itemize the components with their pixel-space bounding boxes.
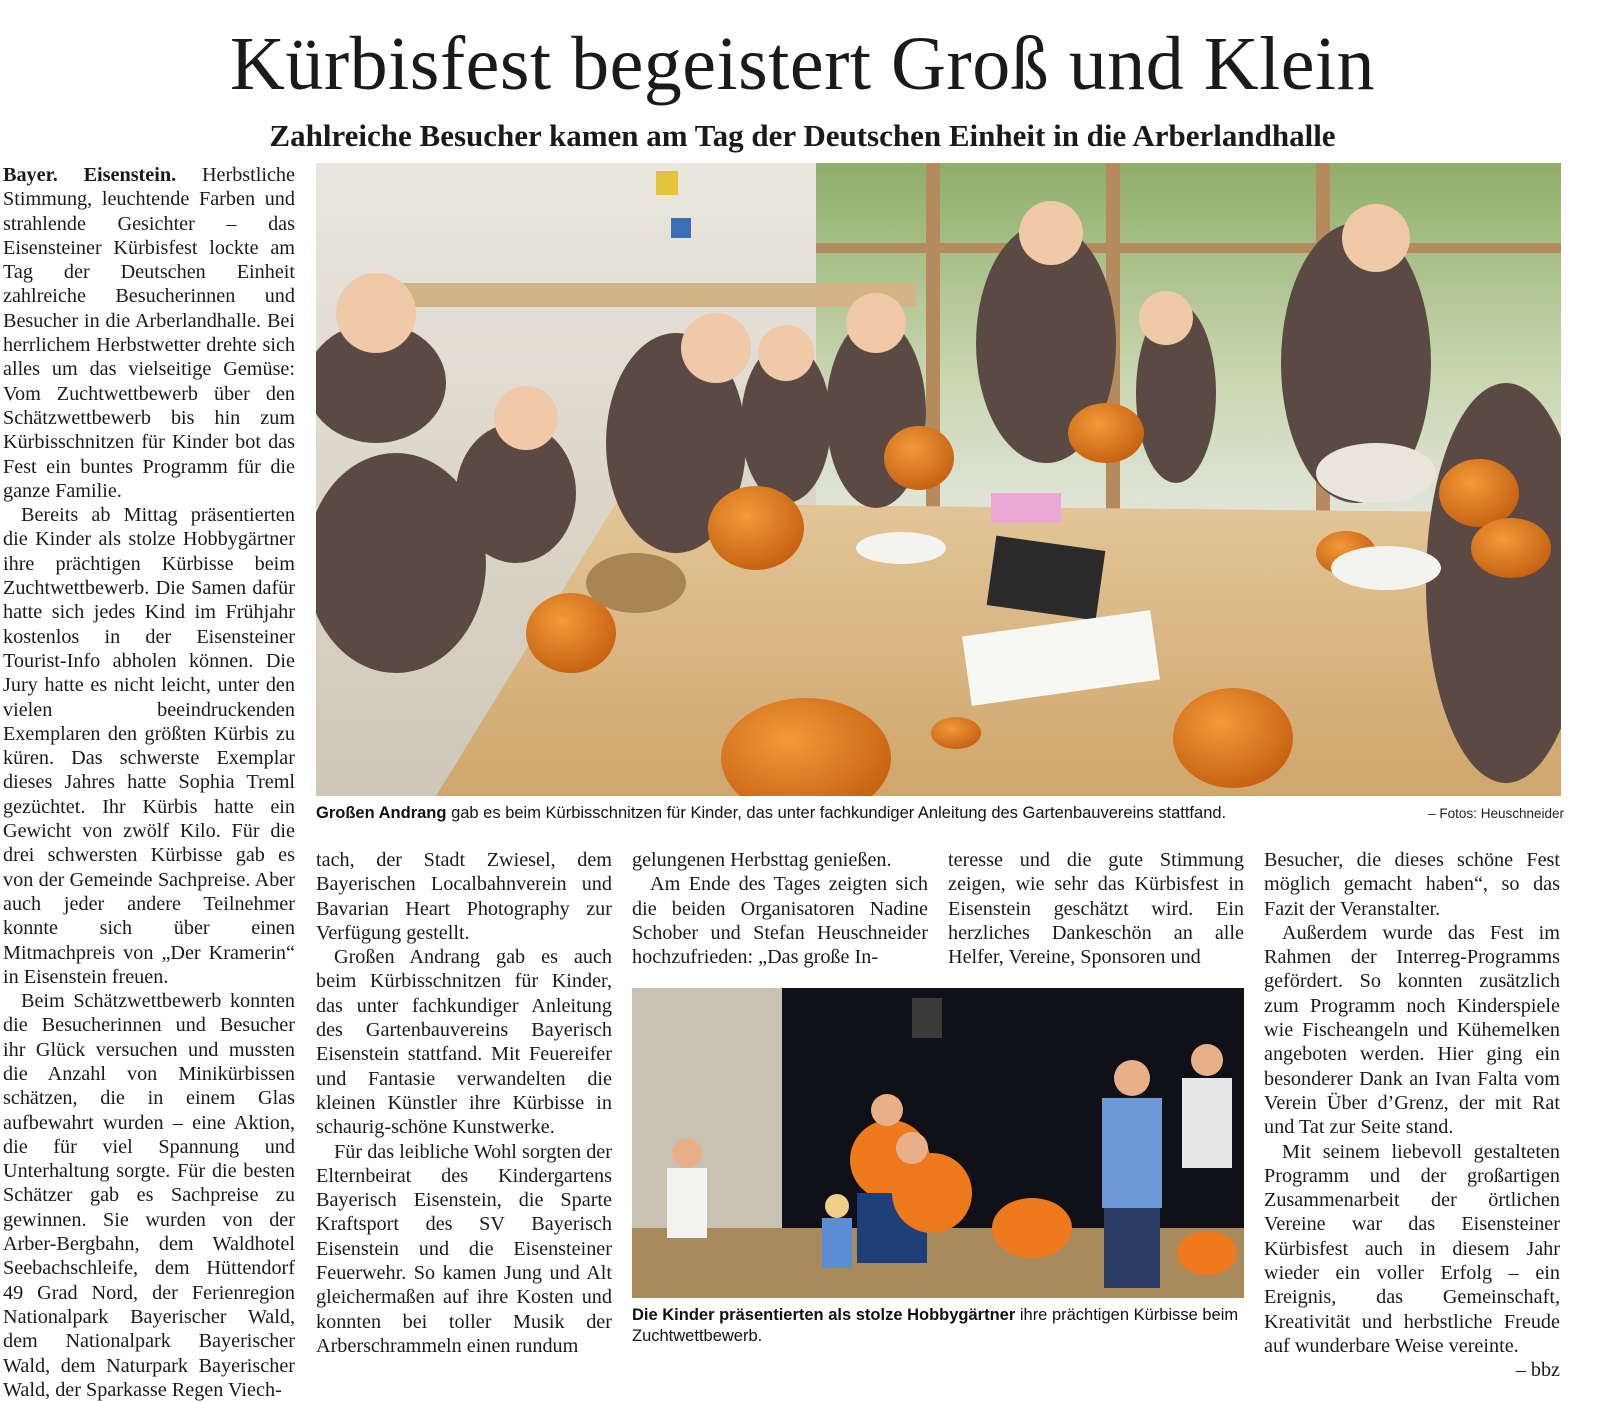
article-column-3 xyxy=(632,848,928,969)
caption-bold: Die Kinder präsentierten als stolze Hobbygärtner xyxy=(632,1306,1016,1324)
paragraph xyxy=(1264,1140,1560,1382)
paragraph: Beim Schätzwettbewerb konnten die Besucherinnen und Besucher ihr Glück versuchen und mussten die Anzahl von Minikürbissen schätzen, die in einem Glas aufbewahrt wurden – eine Aktion, die für viel Spannung und Unterhaltung sorgte. Für die besten Schätzer gab es Sachpreise zu gewinnen. Sie wurden von der Arber-Bergbahn, dem Waldhotel Seebachschleife, dem Hüttendorf 49 Grad Nord, der Ferienregion Nationalpark Bayerischer Wald, dem Nationalpark Bayerischer Wald, dem Naturpark Bayerischer Wald, der Sparkasse Regen Viech- xyxy=(3,990,295,1401)
paragraph: Außerdem wurde das Fest im Rahmen der Interreg-Programms gefördert. So konnten zusätzlich zum Programm noch Kinderspiele wie Fischeangeln und Kühemelken angeboten werden. Hier ging ein besonderer Dank an Ivan Falta vom Verein Über d’Grenz, der mit Rat und Tat zur Seite stand. xyxy=(1264,921,1560,1139)
caption-text: ihre prächtigen Kürbisse beim Zuchtwettbewerb. xyxy=(632,1306,1239,1345)
photo-pumpkin-carving-image xyxy=(316,163,1561,796)
paragraph: Für das leibliche Wohl sorgten der Elternbeirat des Kindergartens Bayerisch Eisenstein, die Sparte Kraftsport des SV Bayerisch Eisenstein und die Eisensteiner Feuerwehr. So kamen Jung und Alt gleichermaßen auf ihre Kosten und konnten bei toller Musik der Arberschrammeln einen rundum xyxy=(316,1140,612,1357)
paragraph: teresse und die gute Stimmung zeigen, wie sehr das Kürbisfest in Eisenstein geschätzt wird. Ein herzliches Dankeschön an alle Helfer, Vereine, Sponsoren und xyxy=(948,849,1244,969)
dateline: Bayer. Eisenstein. xyxy=(3,164,177,186)
paragraph: Großen Andrang gab es auch beim Kürbisschnitzen für Kinder, das unter fachkundiger Anleitung des Gartenbauvereins Bayerisch Eisenstein stattfand. Mit Feuereifer und Fantasie verwandelten die kleinen Künstler ihre Kürbisse in schaurig-schöne Kunstwerke. xyxy=(316,946,612,1139)
author-signoff: – bbz xyxy=(1515,1359,1560,1382)
headline: Kürbisfest begeistert Groß und Klein xyxy=(229,22,1376,106)
photo-credit: – Fotos: Heuschneider xyxy=(1428,806,1564,821)
caption-text: gab es beim Kürbisschnitzen für Kinder, das unter fachkundiger Anleitung des Gartenbauvereins stattfand. xyxy=(446,804,1227,822)
photo-caption-2 xyxy=(632,1305,1244,1347)
photo-stage-presentation-image xyxy=(632,988,1244,1298)
photo-pumpkin-carving xyxy=(316,163,1561,796)
paragraph: tach, der Stadt Zwiesel, dem Bayerischen Localbahnverein und Bavarian Heart Photography zur Verfügung gestellt. xyxy=(316,849,612,944)
subheadline: Zahlreiche Besucher kamen am Tag der Deutschen Einheit in die Arberlandhalle xyxy=(269,118,1336,153)
caption-bold: Großen Andrang xyxy=(316,804,447,822)
paragraph-text: Mit seinem liebevoll gestalteten Programm und der großartigen Zusammenarbeit der örtlichen Vereine war das Eisensteiner Kürbisfest auch in diesem Jahr wieder ein voller Erfolg – ein Ereignis, das Gemeinschaft, Kreativität und herbstliche Freude auf wunderbare Weise vereinte. xyxy=(1264,1140,1560,1357)
paragraph: Am Ende des Tages zeigten sich die beiden Organisatoren Nadine Schober und Stefan Heuschneider hochzufrieden: „Das große In- xyxy=(632,873,928,969)
paragraph-text: Herbstliche Stimmung, leuchtende Farben und strahlende Gesichter – das Eisensteiner Kürbisfest lockte am Tag der Deutschen Einheit zahlreiche Besucherinnen und Besucher in die Arberlandhalle. Bei herrlichem Herbstwetter drehte sich alles um das vielseitige Gemüse: Vom Zuchtwettbewerb über den Schätzwettbewerb bis hin zum Kürbisschnitzen für Kinder bot das Fest ein buntes Programm für die ganze Familie. xyxy=(3,164,295,502)
paragraph: gelungenen Herbsttag genießen. xyxy=(632,849,892,871)
article-column-5 xyxy=(1264,848,1560,1383)
article-column-4 xyxy=(948,848,1244,969)
photo-caption-1 xyxy=(316,803,1376,824)
paragraph xyxy=(3,163,295,503)
article-column-1 xyxy=(3,163,295,1402)
photo-stage-presentation xyxy=(632,988,1244,1298)
paragraph: Besucher, die dieses schöne Fest möglich gemacht haben“, so das Fazit der Veranstalter. xyxy=(1264,849,1560,920)
paragraph: Bereits ab Mittag präsentierten die Kinder als stolze Hobbygärtner ihre prächtigen Kürbisse beim Zuchtwettbewerb. Die Samen dafür hatte sich jedes Kind im Frühjahr kostenlos in der Eisensteiner Tourist-Info abholen können. Die Jury hatte es nicht leicht, unter den vielen beeindruckenden Exemplaren den größten Kürbis zu küren. Das schwerste Exemplar dieses Jahres hatte Sophia Treml gezüchtet. Ihr Kürbis hatte ein Gewicht von zwölf Kilo. Für die drei schwersten Kürbisse gab es von der Gemeinde Sachpreise. Aber auch jeder andere Teilnehmer konnte sich über einen Mitmachpreis von „Der Kramerin“ in Eisenstein freuen. xyxy=(3,504,295,988)
article-column-2 xyxy=(316,848,612,1358)
